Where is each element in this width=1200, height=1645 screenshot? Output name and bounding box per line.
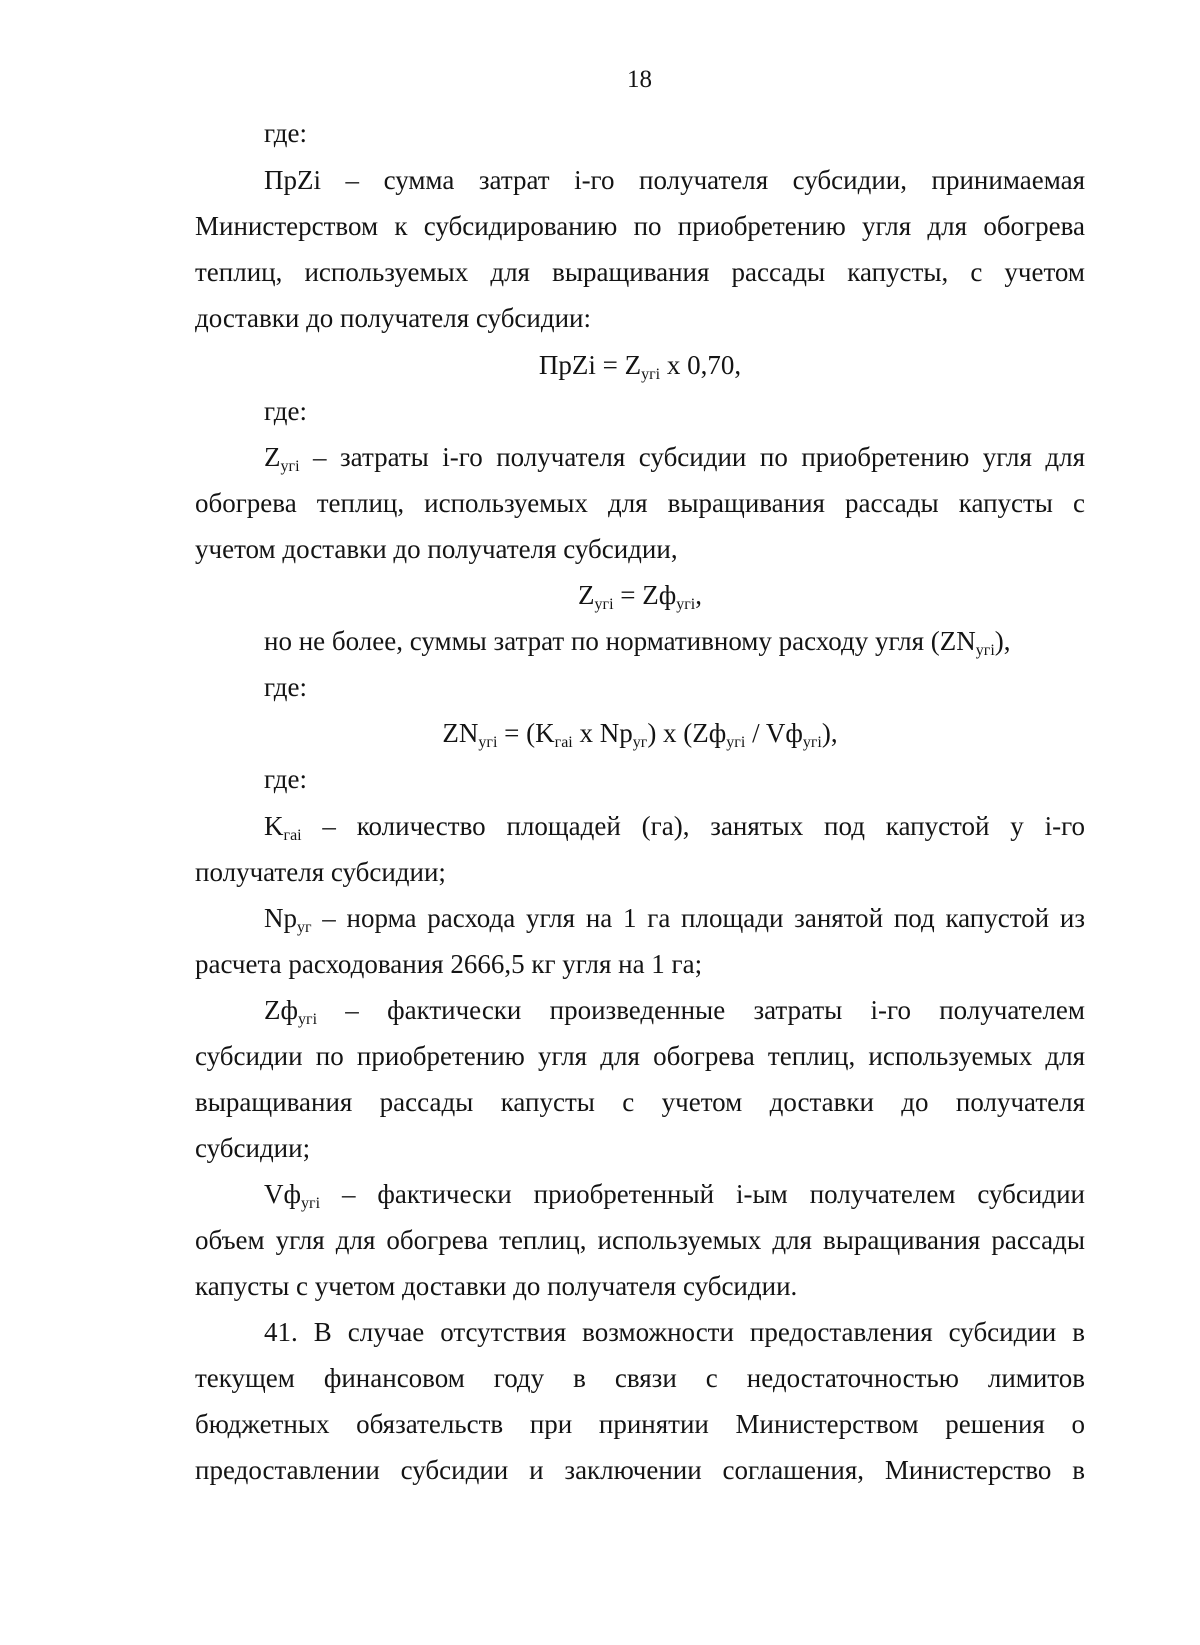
text-line bbox=[264, 903, 1085, 936]
formula-text: = (K bbox=[497, 718, 555, 748]
formula-subscript: угi bbox=[641, 366, 661, 383]
text-line: субсидии; bbox=[195, 1133, 311, 1163]
text: – норма расхода угля на 1 га площади занятой под капустой из bbox=[311, 903, 1085, 933]
formula-subscript: угi bbox=[726, 734, 746, 751]
formula-text: ZN bbox=[442, 718, 479, 748]
formula-subscript: уг bbox=[632, 734, 648, 751]
text: – фактически приобретенный i-ым получателем субсидии bbox=[320, 1179, 1085, 1209]
formula-text: ПрZi = Z bbox=[538, 350, 642, 380]
text-line: учетом доставки до получателя субсидии, bbox=[195, 534, 678, 564]
text: – количество площадей (га), занятых под капустой у i-го bbox=[301, 811, 1085, 841]
term-subscript: угi bbox=[280, 458, 300, 475]
text: – затраты i-го получателя субсидии по приобретению угля для bbox=[299, 442, 1085, 472]
term: K bbox=[264, 811, 284, 841]
text-line bbox=[264, 442, 1085, 475]
text-line: капусты с учетом доставки до получателя субсидии. bbox=[195, 1271, 798, 1301]
text-line: доставки до получателя субсидии: bbox=[195, 303, 591, 333]
text-line: расчета расходования 2666,5 кг угля на 1 га; bbox=[195, 949, 703, 979]
formula-subscript: гаi bbox=[554, 734, 573, 751]
formula bbox=[195, 580, 1085, 613]
text-line bbox=[264, 995, 1085, 1028]
term-subscript: гаi bbox=[283, 827, 302, 844]
formula-text: х 0,70, bbox=[660, 350, 742, 380]
term: Np bbox=[264, 903, 297, 933]
text-line: выращивания рассады капусты с учетом доставки до получателя bbox=[195, 1087, 1085, 1117]
text-line: где: bbox=[264, 118, 307, 148]
formula-text: / Vф bbox=[745, 718, 803, 748]
text-line: субсидии по приобретению угля для обогрева теплиц, используемых для bbox=[195, 1041, 1085, 1071]
text-line: теплиц, используемых для выращивания рассады капусты, с учетом bbox=[195, 257, 1085, 287]
formula-text: ) х (Zф bbox=[647, 718, 727, 748]
formula-subscript: угi bbox=[676, 596, 696, 613]
text: но не более, суммы затрат по нормативному расходу угля (ZN bbox=[264, 626, 976, 656]
formula-text: = Zф bbox=[613, 580, 677, 610]
formula-text: х Np bbox=[572, 718, 633, 748]
text-line: 41. В случае отсутствия возможности предоставления субсидии в bbox=[264, 1317, 1085, 1347]
text-line: где: bbox=[264, 396, 307, 426]
term: Vф bbox=[264, 1179, 301, 1209]
text-line: объем угля для обогрева теплиц, используемых для выращивания рассады bbox=[195, 1225, 1085, 1255]
text-line bbox=[264, 626, 1085, 659]
text-line bbox=[264, 1179, 1085, 1212]
term-subscript: уг bbox=[297, 919, 312, 936]
term: Zф bbox=[264, 995, 298, 1025]
formula-subscript: угi bbox=[478, 734, 498, 751]
text-line: где: bbox=[264, 764, 307, 794]
text-line: бюджетных обязательств при принятии Министерством решения о bbox=[195, 1409, 1085, 1439]
text: ), bbox=[994, 626, 1011, 656]
formula bbox=[195, 718, 1085, 751]
text-line: Министерством к субсидированию по приобретению угля для обогрева bbox=[195, 211, 1085, 241]
text-line: предоставлении субсидии и заключении соглашения, Министерство в bbox=[195, 1455, 1085, 1485]
text-line: ПрZi – сумма затрат i-го получателя субсидии, принимаемая bbox=[264, 165, 1085, 195]
term-subscript: угi bbox=[975, 642, 995, 659]
formula-subscript: угi bbox=[594, 596, 614, 613]
text-line bbox=[264, 811, 1085, 844]
text: – фактически произведенные затраты i-го получателем bbox=[317, 995, 1085, 1025]
text-line: где: bbox=[264, 672, 307, 702]
formula-subscript: угi bbox=[802, 734, 822, 751]
formula-text: ), bbox=[821, 718, 838, 748]
text-line: обогрева теплиц, используемых для выращивания рассады капусты с bbox=[195, 488, 1085, 518]
text-line: получателя субсидии; bbox=[195, 857, 446, 887]
formula-text: , bbox=[695, 580, 702, 610]
text-line: текущем финансовом году в связи с недостаточностью лимитов bbox=[195, 1363, 1085, 1393]
term-subscript: угi bbox=[298, 1011, 318, 1028]
term-subscript: угi bbox=[301, 1195, 321, 1212]
formula bbox=[195, 350, 1085, 383]
page-number: 18 bbox=[627, 66, 652, 93]
formula-text: Z bbox=[578, 580, 595, 610]
term: Z bbox=[264, 442, 281, 472]
